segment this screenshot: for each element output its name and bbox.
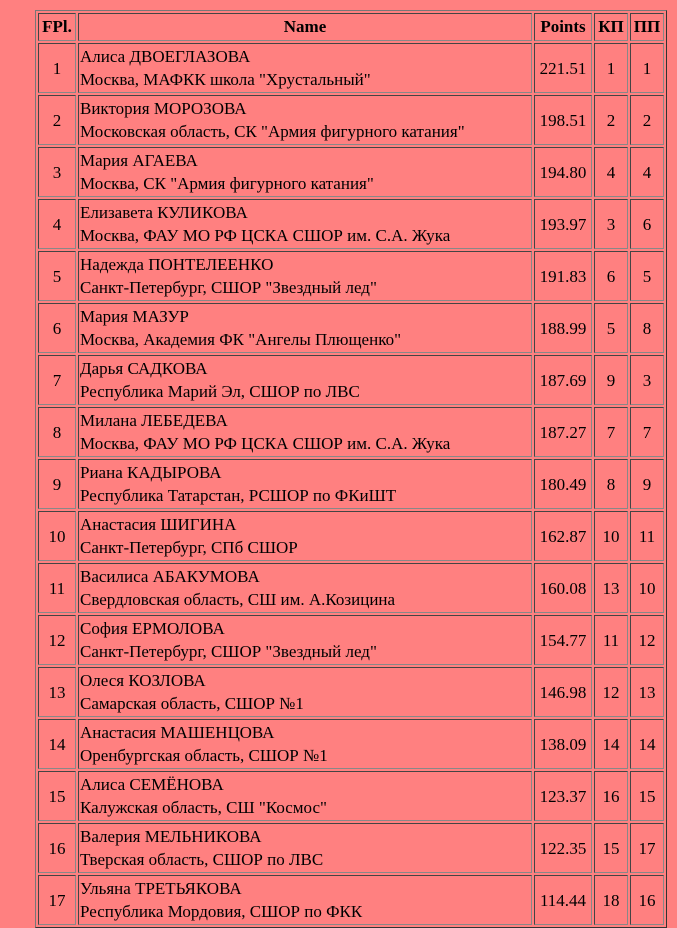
- points-cell: 221.51: [534, 43, 592, 93]
- skater-club: Москва, ФАУ МО РФ ЦСКА СШОР им. С.А. Жука: [80, 226, 451, 245]
- name-cell: [78, 199, 532, 249]
- name-cell: [78, 303, 532, 353]
- name-cell: [78, 875, 532, 925]
- pp-cell: 13: [630, 667, 664, 717]
- place-cell: 2: [38, 95, 76, 145]
- place-cell: 10: [38, 511, 76, 561]
- skater-name: Надежда ПОНТЕЛЕЕНКО: [80, 255, 274, 274]
- pp-cell: 9: [630, 459, 664, 509]
- place-cell: 7: [38, 355, 76, 405]
- skater-name: Алиса СЕМЁНОВА: [80, 775, 224, 794]
- table-row: [38, 147, 664, 197]
- kp-cell: 9: [594, 355, 628, 405]
- place-cell: 6: [38, 303, 76, 353]
- points-cell: 160.08: [534, 563, 592, 613]
- place-cell: 15: [38, 771, 76, 821]
- header-place: FPl.: [38, 13, 76, 41]
- place-cell: 1: [38, 43, 76, 93]
- pp-cell: 2: [630, 95, 664, 145]
- table-row: [38, 407, 664, 457]
- table-row: [38, 823, 664, 873]
- points-cell: 188.99: [534, 303, 592, 353]
- skater-name: Милана ЛЕБЕДЕВА: [80, 411, 228, 430]
- name-cell: [78, 407, 532, 457]
- table-row: [38, 303, 664, 353]
- place-cell: 4: [38, 199, 76, 249]
- skater-club: Москва, МАФКК школа "Хрустальный": [80, 70, 371, 89]
- table-row: [38, 875, 664, 925]
- table-row: [38, 355, 664, 405]
- table-row: [38, 771, 664, 821]
- pp-cell: 12: [630, 615, 664, 665]
- place-cell: 16: [38, 823, 76, 873]
- table-row: [38, 199, 664, 249]
- place-cell: 13: [38, 667, 76, 717]
- pp-cell: 5: [630, 251, 664, 301]
- skater-club: Калужская область, СШ "Космос": [80, 798, 327, 817]
- skater-name: Дарья САДКОВА: [80, 359, 208, 378]
- kp-cell: 12: [594, 667, 628, 717]
- kp-cell: 14: [594, 719, 628, 769]
- skater-name: Анастасия МАШЕНЦОВА: [80, 723, 275, 742]
- place-cell: 5: [38, 251, 76, 301]
- skater-club: Оренбургская область, СШОР №1: [80, 746, 328, 765]
- skater-club: Санкт-Петербург, СШОР "Звездный лед": [80, 642, 377, 661]
- skater-club: Свердловская область, СШ им. А.Козицина: [80, 590, 396, 609]
- kp-cell: 11: [594, 615, 628, 665]
- points-cell: 154.77: [534, 615, 592, 665]
- header-row: [38, 13, 664, 41]
- table-row: [38, 95, 664, 145]
- skater-name: Валерия МЕЛЬНИКОВА: [80, 827, 262, 846]
- skater-club: Самарская область, СШОР №1: [80, 694, 304, 713]
- skater-name: Ульяна ТРЕТЬЯКОВА: [80, 879, 242, 898]
- skater-name: Мария МАЗУР: [80, 307, 189, 326]
- pp-cell: 6: [630, 199, 664, 249]
- place-cell: 11: [38, 563, 76, 613]
- points-cell: 146.98: [534, 667, 592, 717]
- name-cell: [78, 667, 532, 717]
- kp-cell: 5: [594, 303, 628, 353]
- name-cell: [78, 43, 532, 93]
- pp-cell: 7: [630, 407, 664, 457]
- table-row: [38, 251, 664, 301]
- name-cell: [78, 511, 532, 561]
- skater-club: Санкт-Петербург, СШОР "Звездный лед": [80, 278, 377, 297]
- skater-club: Москва, ФАУ МО РФ ЦСКА СШОР им. С.А. Жука: [80, 434, 451, 453]
- results-body: [38, 43, 664, 925]
- name-cell: [78, 251, 532, 301]
- name-cell: [78, 355, 532, 405]
- kp-cell: 3: [594, 199, 628, 249]
- place-cell: 8: [38, 407, 76, 457]
- table-row: [38, 511, 664, 561]
- skater-club: Республика Марий Эл, СШОР по ЛВС: [80, 382, 360, 401]
- kp-cell: 7: [594, 407, 628, 457]
- pp-cell: 4: [630, 147, 664, 197]
- place-cell: 9: [38, 459, 76, 509]
- table-row: [38, 719, 664, 769]
- place-cell: 14: [38, 719, 76, 769]
- name-cell: [78, 719, 532, 769]
- header-kp: КП: [594, 13, 628, 41]
- kp-cell: 6: [594, 251, 628, 301]
- points-cell: 198.51: [534, 95, 592, 145]
- place-cell: 17: [38, 875, 76, 925]
- points-cell: 193.97: [534, 199, 592, 249]
- table-row: [38, 563, 664, 613]
- kp-cell: 4: [594, 147, 628, 197]
- skater-name: Мария АГАЕВА: [80, 151, 198, 170]
- skater-club: Республика Мордовия, СШОР по ФКК: [80, 902, 363, 921]
- kp-cell: 16: [594, 771, 628, 821]
- skater-club: Республика Татарстан, РСШОР по ФКиШТ: [80, 486, 397, 505]
- skater-name: София ЕРМОЛОВА: [80, 619, 225, 638]
- skater-name: Анастасия ШИГИНА: [80, 515, 237, 534]
- pp-cell: 10: [630, 563, 664, 613]
- points-cell: 162.87: [534, 511, 592, 561]
- name-cell: [78, 771, 532, 821]
- kp-cell: 1: [594, 43, 628, 93]
- pp-cell: 11: [630, 511, 664, 561]
- place-cell: 12: [38, 615, 76, 665]
- name-cell: [78, 823, 532, 873]
- pp-cell: 15: [630, 771, 664, 821]
- skater-club: Московская область, СК "Армия фигурного катания": [80, 122, 465, 141]
- kp-cell: 15: [594, 823, 628, 873]
- name-cell: [78, 459, 532, 509]
- pp-cell: 1: [630, 43, 664, 93]
- skater-name: Риана КАДЫРОВА: [80, 463, 222, 482]
- points-cell: 122.35: [534, 823, 592, 873]
- pp-cell: 8: [630, 303, 664, 353]
- points-cell: 123.37: [534, 771, 592, 821]
- kp-cell: 8: [594, 459, 628, 509]
- name-cell: [78, 147, 532, 197]
- points-cell: 114.44: [534, 875, 592, 925]
- pp-cell: 3: [630, 355, 664, 405]
- pp-cell: 16: [630, 875, 664, 925]
- points-cell: 191.83: [534, 251, 592, 301]
- kp-cell: 18: [594, 875, 628, 925]
- results-table: [35, 10, 667, 928]
- table-row: [38, 667, 664, 717]
- skater-club: Москва, Академия ФК "Ангелы Плющенко": [80, 330, 402, 349]
- skater-name: Олеся КОЗЛОВА: [80, 671, 206, 690]
- name-cell: [78, 563, 532, 613]
- points-cell: 180.49: [534, 459, 592, 509]
- header-pp: ПП: [630, 13, 664, 41]
- skater-club: Санкт-Петербург, СПб СШОР: [80, 538, 298, 557]
- skater-club: Москва, СК "Армия фигурного катания": [80, 174, 374, 193]
- points-cell: 187.27: [534, 407, 592, 457]
- skater-club: Тверская область, СШОР по ЛВС: [80, 850, 324, 869]
- pp-cell: 17: [630, 823, 664, 873]
- kp-cell: 2: [594, 95, 628, 145]
- table-row: [38, 459, 664, 509]
- header-name: Name: [78, 13, 532, 41]
- place-cell: 3: [38, 147, 76, 197]
- skater-name: Василиса АБАКУМОВА: [80, 567, 260, 586]
- kp-cell: 10: [594, 511, 628, 561]
- points-cell: 194.80: [534, 147, 592, 197]
- skater-name: Виктория МОРОЗОВА: [80, 99, 247, 118]
- skater-name: Алиса ДВОЕГЛАЗОВА: [80, 47, 251, 66]
- name-cell: [78, 95, 532, 145]
- table-row: [38, 43, 664, 93]
- pp-cell: 14: [630, 719, 664, 769]
- table-row: [38, 615, 664, 665]
- points-cell: 138.09: [534, 719, 592, 769]
- name-cell: [78, 615, 532, 665]
- kp-cell: 13: [594, 563, 628, 613]
- points-cell: 187.69: [534, 355, 592, 405]
- skater-name: Елизавета КУЛИКОВА: [80, 203, 248, 222]
- header-points: Points: [534, 13, 592, 41]
